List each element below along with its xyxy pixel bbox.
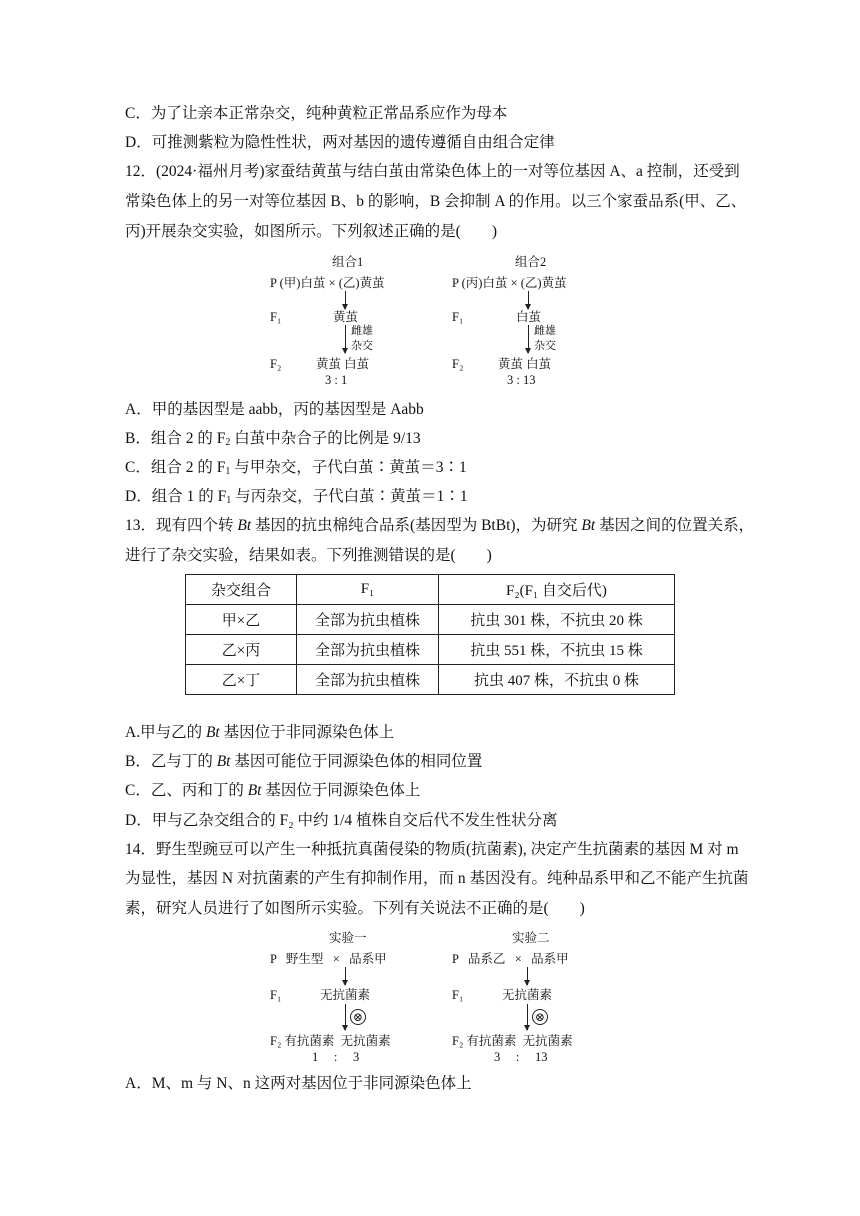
q14-stem-line3: 素，研究人员进行了如图所示实验。下列有关说法不正确的是( ) <box>125 900 585 917</box>
selfing-symbol-icon: ⊗ <box>350 1009 366 1025</box>
g1-arrow1 <box>345 291 346 309</box>
e1-title: 实验一 <box>329 931 367 945</box>
q13-table <box>185 574 675 695</box>
g2-f1-label: F₁ <box>452 310 464 324</box>
e2-f1-label: F₁ <box>452 988 464 1002</box>
table-cell: 全部为抗虫植株 <box>297 665 439 695</box>
g1-title: 组合1 <box>332 255 364 269</box>
q14-stem-line1: 14．野生型豌豆可以产生一种抵抗真菌侵染的物质(抗菌素), 决定产生抗菌素的基因 M 对 m <box>125 841 739 858</box>
q13-stem-line2: 进行了杂交实验，结果如表。下列推测错误的是( ) <box>125 547 492 564</box>
e1-ratio: 1 : 3 <box>312 1050 360 1064</box>
q12-option-d: D．组合 1 的 $F_1$ 与丙杂交，子代白茧∶黄茧＝1∶1 <box>125 488 468 506</box>
q14-option-a: A．M、m 与 N、n 这两对基因位于非同源染色体上 <box>125 1075 472 1092</box>
e2-title: 实验二 <box>512 931 550 945</box>
g1-parents: P (甲)白茧 × (乙)黄茧 <box>270 276 385 290</box>
g2-f1: 白茧 <box>516 310 542 324</box>
g1-f2: 黄茧 白茧 <box>316 357 370 371</box>
e2-arrow2 <box>527 1004 528 1030</box>
table-header: F₁ <box>297 575 439 605</box>
g1-cross-label2: 杂交 <box>351 340 373 352</box>
e1-f1: 无抗菌素 <box>320 988 371 1002</box>
table-cell: 全部为抗虫植株 <box>297 605 439 635</box>
q12-stem-line3: 丙)开展杂交实验，如图所示。下列叙述正确的是( ) <box>125 223 497 240</box>
table-header: 杂交组合 <box>186 575 297 605</box>
q13-option-b: B．乙与丁的 Bt 基因可能位于同源染色体的相同位置 <box>125 753 483 770</box>
q13-stem-line1: 13．现有四个转 Bt 基因的抗虫棉纯合品系(基因型为 BtBt)，为研究 Bt 基因之间的位置关系， <box>125 517 755 534</box>
e2-f2: F₂ 有抗菌素 无抗菌素 <box>452 1034 573 1048</box>
g1-f1: 黄茧 <box>333 310 359 324</box>
e2-arrow1 <box>527 967 528 985</box>
g2-title: 组合2 <box>515 255 547 269</box>
g2-f2: 黄茧 白茧 <box>498 357 552 371</box>
table-row <box>186 635 675 665</box>
table-row <box>186 665 675 695</box>
table-header: F₂(F₁ 自交后代) <box>439 575 675 605</box>
q12-stem-line2: 常染色体上的另一对等位基因 B、b 的影响，B 会抑制 A 的作用。以三个家蚕品系(甲、乙、 <box>125 193 747 210</box>
q13-option-c: C．乙、丙和丁的 Bt 基因位于同源染色体上 <box>125 782 421 799</box>
q12-option-a: A．甲的基因型是 aabb，丙的基因型是 Aabb <box>125 401 424 418</box>
g2-arrow2 <box>528 325 529 353</box>
g1-arrow2 <box>345 325 346 353</box>
table-row <box>186 605 675 635</box>
q12-option-b: B．组合 2 的 $F_2$ 白茧中杂合子的比例是 9/13 <box>125 430 421 448</box>
g2-parents: P (丙)白茧 × (乙)黄茧 <box>452 276 567 290</box>
q13-option-a: A.甲与乙的 Bt 基因位于非同源染色体上 <box>125 724 395 741</box>
g2-ratio: 3 : 13 <box>507 373 536 387</box>
q12-option-c: C．组合 2 的 $F_1$ 与甲杂交，子代白茧∶黄茧＝3∶1 <box>125 459 467 477</box>
e1-f1-label: F₁ <box>270 988 282 1002</box>
g1-ratio: 3 : 1 <box>325 373 348 387</box>
table-cell: 甲×乙 <box>186 605 297 635</box>
e1-arrow2 <box>345 1004 346 1030</box>
table-header-row <box>186 575 675 605</box>
g1-f2-label: F₂ <box>270 357 282 371</box>
g1-f1-label: F₁ <box>270 310 282 324</box>
table-cell: 抗虫 407 株，不抗虫 0 株 <box>439 665 675 695</box>
q11-option-d: D．可推测紫粒为隐性性状，两对基因的遗传遵循自由组合定律 <box>125 134 555 151</box>
selfing-symbol-icon: ⊗ <box>532 1009 548 1025</box>
table-cell: 乙×丁 <box>186 665 297 695</box>
table-cell: 抗虫 301 株，不抗虫 20 株 <box>439 605 675 635</box>
g2-arrow1 <box>528 291 529 309</box>
e1-f2: F₂ 有抗菌素 无抗菌素 <box>270 1034 391 1048</box>
e2-f1: 无抗菌素 <box>502 988 553 1002</box>
e1-parents: P 野生型 × 品系甲 <box>270 952 387 966</box>
g1-cross-label1: 雌雄 <box>351 325 373 337</box>
q11-option-c: C．为了让亲本正常杂交，纯种黄粒正常品系应作为母本 <box>125 105 508 122</box>
table-cell: 乙×丙 <box>186 635 297 665</box>
g2-cross-label2: 杂交 <box>534 340 556 352</box>
q13-option-d: D．甲与乙杂交组合的 F₂ 中约 1/4 植株自交后代不发生性状分离 <box>125 812 558 829</box>
g2-f2-label: F₂ <box>452 357 464 371</box>
e2-ratio: 3 : 13 <box>494 1050 548 1064</box>
q14-stem-line2: 为显性，基因 N 对抗菌素的产生有抑制作用，而 n 基因没有。纯种品系甲和乙不能产生抗菌 <box>125 870 749 887</box>
e1-arrow1 <box>345 967 346 985</box>
e2-parents: P 品系乙 × 品系甲 <box>452 952 569 966</box>
table-cell: 全部为抗虫植株 <box>297 635 439 665</box>
table-cell: 抗虫 551 株，不抗虫 15 株 <box>439 635 675 665</box>
q12-stem-line1: 12．(2024·福州月考)家蚕结黄茧与结白茧由常染色体上的一对等位基因 A、a 控制，还受到 <box>125 163 740 180</box>
g2-cross-label1: 雌雄 <box>534 325 556 337</box>
